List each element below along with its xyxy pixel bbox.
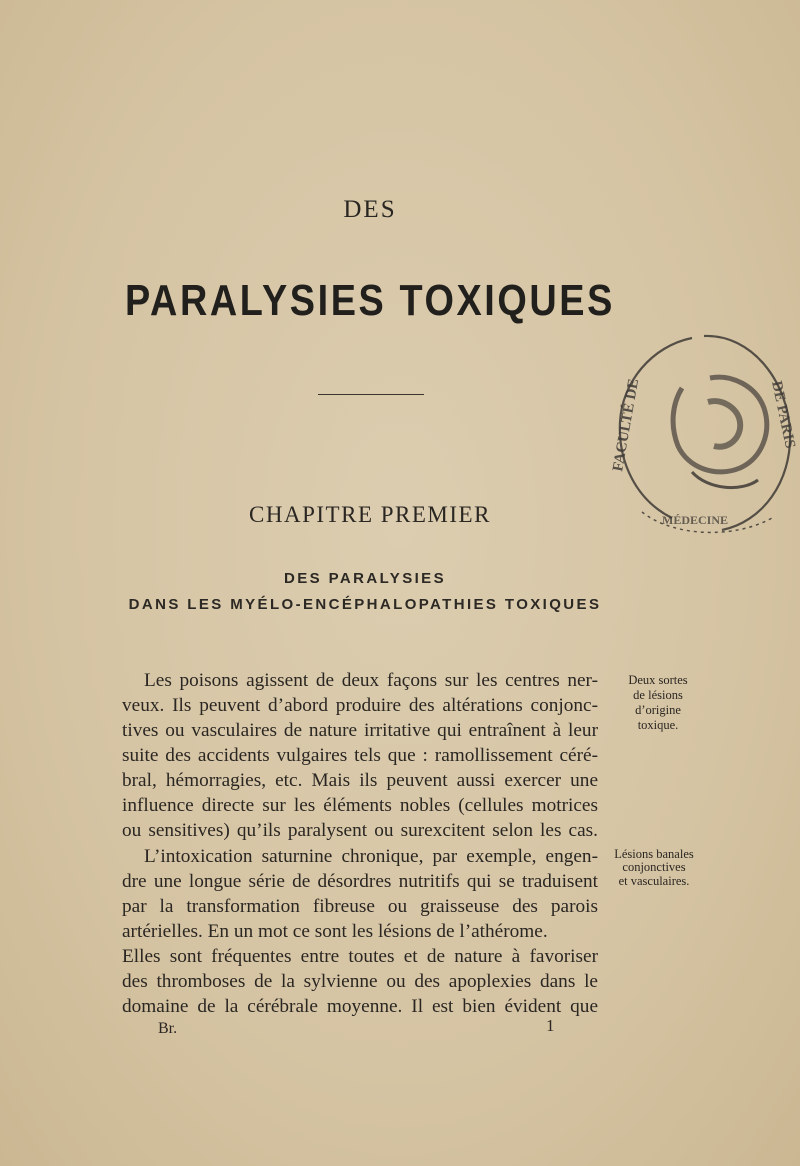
- body-line: des thromboses de la sylvienne ou des apoplexies dans le: [122, 971, 598, 992]
- margin-note-2-line: conjonctives: [622, 860, 686, 874]
- body-line: L’intoxication saturnine chronique, par exemple, engen-: [144, 846, 598, 867]
- body-line: influence directe sur les éléments nobles (cellules motrices: [122, 795, 598, 816]
- signature-mark: Br.: [158, 1020, 178, 1037]
- section-heading-line-2: DANS LES MYÉLO-ENCÉPHALOPATHIES TOXIQUES: [128, 596, 602, 613]
- chapter-heading: CHAPITRE PREMIER: [249, 502, 491, 527]
- body-line: par la transformation fibreuse ou graisseuse des parois: [122, 896, 598, 917]
- body-line: ou sensitives) qu’ils paralysent ou surexcitent selon les cas.: [122, 820, 598, 841]
- margin-note-1-line: toxique.: [637, 718, 679, 732]
- margin-note-2-line: et vasculaires.: [618, 874, 690, 888]
- margin-note-2-line: Lésions banales: [614, 847, 694, 861]
- section-heading-line-1: DES PARALYSIES: [284, 570, 446, 587]
- body-line: dre une longue série de désordres nutritifs qui se traduisent: [122, 871, 598, 892]
- body-line: artérielles. En un mot ce sont les lésions de l’athérome.: [122, 921, 548, 942]
- body-line: Elles sont fréquentes entre toutes et de nature à favoriser: [122, 946, 598, 967]
- stamp-text-right: DE PARIS: [768, 379, 798, 450]
- stamp-text-left: FACULTÉ DE: [612, 377, 643, 473]
- main-title: PARALYSIES TOXIQUES: [125, 276, 615, 325]
- title-rule: [318, 394, 424, 395]
- body-line: Les poisons agissent de deux façons sur les centres ner-: [144, 670, 598, 691]
- body-line: bral, hémorragies, etc. Mais ils peuvent aussi exercer une: [122, 770, 598, 791]
- pre-title: DES: [343, 196, 397, 223]
- body-line: suite des accidents vulgaires tels que : ramollissement céré-: [122, 745, 598, 766]
- margin-note-1-line: d’origine: [635, 703, 681, 717]
- margin-note-1-line: de lésions: [633, 688, 683, 702]
- body-line: tives ou vasculaires de nature irritative qui entraînent à leur: [122, 720, 598, 741]
- margin-note-1-line: Deux sortes: [628, 673, 688, 687]
- body-line: domaine de la cérébrale moyenne. Il est bien évident que: [122, 996, 598, 1017]
- stamp-text-bottom: MÉDECINE: [662, 513, 729, 527]
- page-number: 1: [546, 1016, 555, 1035]
- body-line: veux. Ils peuvent d’abord produire des altérations conjonc-: [122, 695, 598, 716]
